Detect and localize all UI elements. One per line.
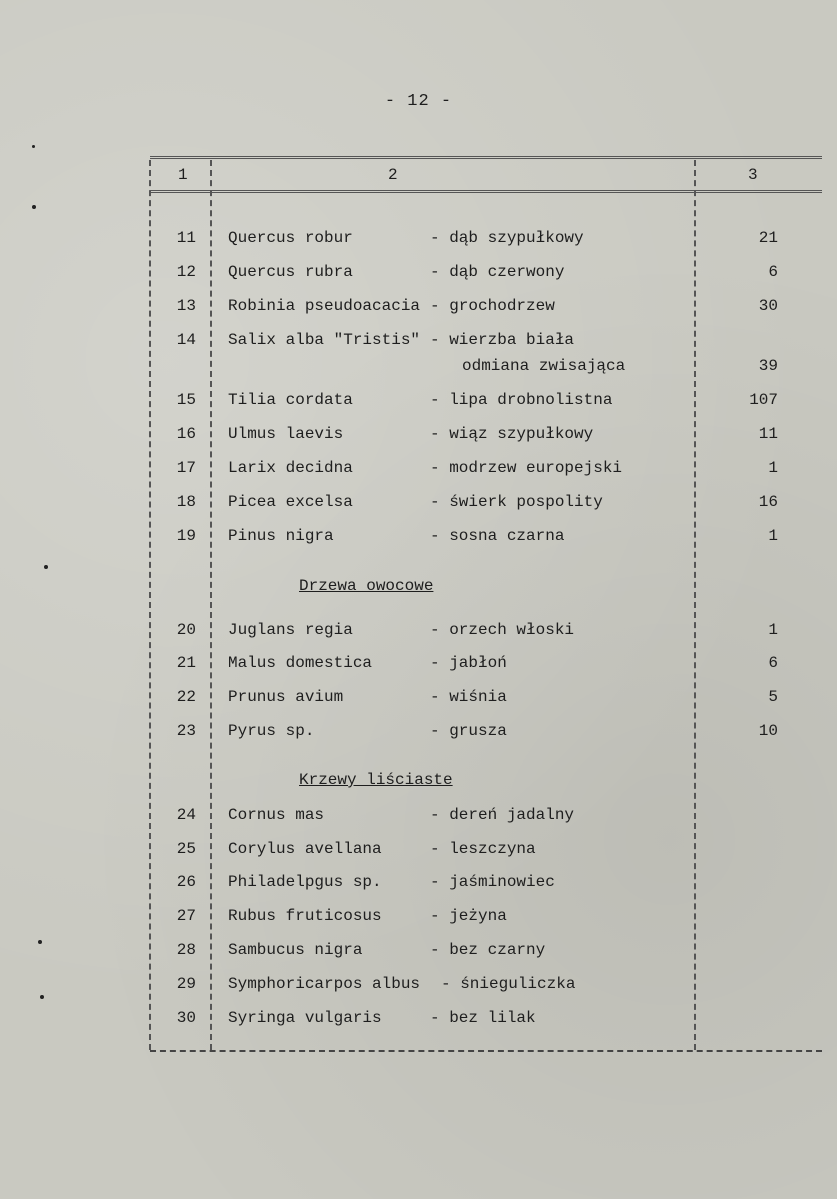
latin-name: Quercus rubra	[228, 263, 353, 281]
count: 6	[768, 654, 778, 672]
table-row	[0, 524, 837, 548]
latin-name: Rubus fruticosus	[228, 907, 382, 925]
count: 39	[758, 357, 778, 375]
table-top-rule	[150, 156, 822, 159]
table-row	[0, 226, 837, 250]
table-row	[0, 837, 837, 861]
row-number: 14	[176, 331, 196, 349]
latin-name: Tilia cordata	[228, 391, 353, 409]
latin-name: Quercus robur	[228, 229, 353, 247]
count: 21	[758, 229, 778, 247]
table-header-rule	[150, 190, 822, 193]
row-number: 11	[176, 229, 196, 247]
table-row	[0, 260, 837, 284]
latin-name: Pyrus sp.	[228, 722, 315, 740]
polish-name: - jabłoń	[430, 654, 507, 672]
row-number: 27	[176, 907, 196, 925]
page-number: - 12 -	[384, 92, 453, 111]
polish-name: - bez lilak	[430, 1009, 536, 1027]
polish-name: - dąb szypułkowy	[430, 229, 584, 247]
latin-name: Pinus nigra	[228, 527, 334, 545]
row-number: 17	[176, 459, 196, 477]
polish-name-continuation: odmiana zwisająca	[462, 357, 626, 375]
latin-name: Corylus avellana	[228, 840, 382, 858]
count: 1	[768, 459, 778, 477]
row-number: 30	[176, 1009, 196, 1027]
table-row	[0, 388, 837, 412]
table-row	[0, 719, 837, 743]
row-number: 18	[176, 493, 196, 511]
table-row	[0, 685, 837, 709]
table-row	[0, 328, 837, 352]
polish-name: - dąb czerwony	[430, 263, 565, 281]
header-col-3: 3	[748, 166, 758, 184]
polish-name: - dereń jadalny	[430, 806, 575, 824]
table-row	[0, 904, 837, 928]
table-row	[0, 456, 837, 480]
count: 6	[768, 263, 778, 281]
latin-name: Symphoricarpos albus	[228, 975, 421, 993]
row-number: 23	[176, 722, 196, 740]
table-row	[0, 870, 837, 894]
polish-name: - wiąz szypułkowy	[430, 425, 594, 443]
latin-name: Prunus avium	[228, 688, 344, 706]
polish-name: - bez czarny	[430, 941, 546, 959]
row-number: 16	[176, 425, 196, 443]
table-row	[0, 1006, 837, 1030]
table-row-continuation	[0, 354, 837, 378]
table-row	[0, 422, 837, 446]
header-col-2: 2	[388, 166, 398, 184]
count: 1	[768, 621, 778, 639]
table-row	[0, 490, 837, 514]
ink-speck	[32, 145, 35, 148]
count: 107	[749, 391, 778, 409]
ink-speck	[44, 565, 48, 569]
row-number: 22	[176, 688, 196, 706]
row-number: 12	[176, 263, 196, 281]
latin-name: Robinia pseudoacacia	[228, 297, 421, 315]
count: 11	[758, 425, 778, 443]
latin-name: Ulmus laevis	[228, 425, 344, 443]
count: 5	[768, 688, 778, 706]
latin-name: Larix decidna	[228, 459, 353, 477]
table-row	[0, 618, 837, 642]
section-heading-fruit-trees: Drzewa owocowe	[299, 577, 434, 595]
latin-name: Picea excelsa	[228, 493, 353, 511]
count: 16	[758, 493, 778, 511]
row-number: 15	[176, 391, 196, 409]
polish-name: - modrzew europejski	[430, 459, 623, 477]
row-number: 29	[176, 975, 196, 993]
polish-name: - śnieguliczka	[441, 975, 576, 993]
latin-name: Juglans regia	[228, 621, 353, 639]
polish-name: - jaśminowiec	[430, 873, 555, 891]
table-row	[0, 651, 837, 675]
latin-name: Salix alba "Tristis"	[228, 331, 421, 349]
row-number: 25	[176, 840, 196, 858]
polish-name: - świerk pospolity	[430, 493, 603, 511]
polish-name: - leszczyna	[430, 840, 536, 858]
row-number: 21	[176, 654, 196, 672]
polish-name: - jeżyna	[430, 907, 507, 925]
table-bottom-rule	[150, 1050, 822, 1052]
count: 1	[768, 527, 778, 545]
latin-name: Syringa vulgaris	[228, 1009, 382, 1027]
latin-name: Cornus mas	[228, 806, 325, 824]
row-number: 13	[176, 297, 196, 315]
ink-speck	[32, 205, 36, 209]
latin-name: Philadelpgus sp.	[228, 873, 382, 891]
table-row	[0, 938, 837, 962]
count: 30	[758, 297, 778, 315]
count: 10	[758, 722, 778, 740]
table-row	[0, 294, 837, 318]
polish-name: - sosna czarna	[430, 527, 565, 545]
table-row	[0, 803, 837, 827]
latin-name: Malus domestica	[228, 654, 373, 672]
table-row	[0, 972, 837, 996]
header-col-1: 1	[178, 166, 188, 184]
polish-name: - lipa drobnolistna	[430, 391, 613, 409]
polish-name: - wierzba biała	[430, 331, 575, 349]
polish-name: - orzech włoski	[430, 621, 575, 639]
polish-name: - wiśnia	[430, 688, 507, 706]
row-number: 28	[176, 941, 196, 959]
row-number: 24	[176, 806, 196, 824]
latin-name: Sambucus nigra	[228, 941, 363, 959]
polish-name: - grochodrzew	[430, 297, 555, 315]
row-number: 26	[176, 873, 196, 891]
section-heading-shrubs: Krzewy liściaste	[299, 771, 453, 789]
row-number: 20	[176, 621, 196, 639]
row-number: 19	[176, 527, 196, 545]
polish-name: - grusza	[430, 722, 507, 740]
